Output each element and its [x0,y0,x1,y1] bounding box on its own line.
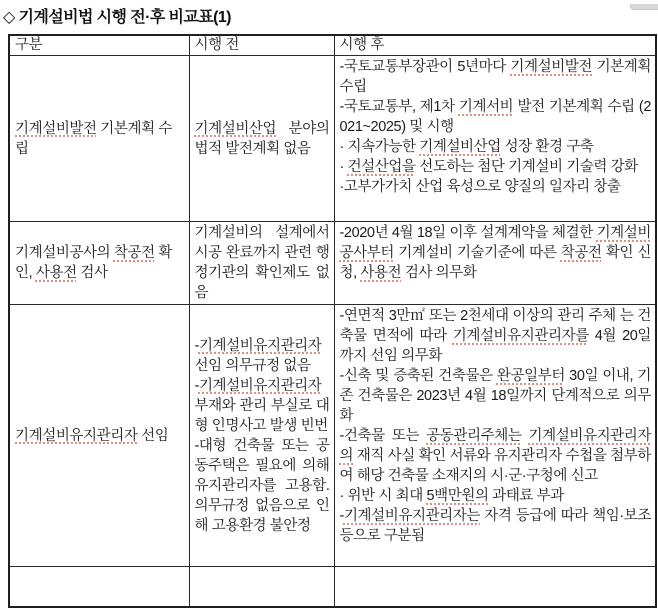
spellcheck-underlined-text: 기계설비발전 [510,59,593,75]
paragraph [15,119,185,159]
spellcheck-underlined-text: 기계설비유지관리자 [15,427,138,444]
paragraph [340,306,652,366]
text-segment: 확인, [15,245,172,281]
page-title: ◇ 기계설비법 시행 전·후 비교표(1) [3,9,231,26]
text-segment: 30일 이내, 기존 건축물은 2023년 4월 18일까지 단계적으로 의무화 [339,368,651,424]
text-segment: 부재와 관리 부실로 대형 인명사고 발생 빈번 [194,397,330,434]
text-segment: 발전 기본계획 수립 (2021~2025) 및 시행 [339,99,651,135]
paragraph [195,376,330,436]
text-segment: - [339,508,344,524]
text-segment: · 지속가능한 [339,139,420,155]
spellcheck-underlined-text: 사용전 [35,265,77,281]
spellcheck-underlined-text: 착공전 [113,245,155,261]
text-segment: · 위반 시 최대 [339,488,427,504]
text-segment: 분야의 법적 발전계획 없음 [194,120,330,157]
text-segment: 검사 의무화 [401,265,477,281]
text-segment: -대형 건축물 또는 공동주택은 필요에 의해 유지관리자를 고용함. 의무규정 없음으로 인해 고용환경 불안정 [194,437,330,534]
table-row [9,56,656,222]
text-segment: 성장 환경 구축 [500,139,594,155]
header-row [9,35,656,56]
spellcheck-underlined-text: 완공일부터 [496,368,565,384]
paragraph [340,486,652,506]
spellcheck-underlined-text: 사용전 [360,265,402,281]
text-segment: 선임 [137,427,169,444]
text-segment: -신축 및 증축된 건축물은 [339,368,497,384]
cell-before [189,567,334,607]
cell-gubun [9,567,189,607]
cell-gubun [9,222,189,305]
text-segment: 선도하는 첨단 기계설비 기술력 강화 [415,159,638,175]
table-row [9,305,656,567]
text-segment: · [339,159,348,175]
cell-after [334,56,656,222]
text-segment: 선임 의무규정 없음 [194,357,311,374]
cell-after [334,305,656,567]
paragraph [340,506,652,546]
text-segment: -2020년 4월 18일 이후 설계계약을 체결한 [339,225,597,241]
spellcheck-underlined-text: 기계설비공사부터 [339,225,651,261]
cell-before [189,222,334,305]
text-segment: 기계설비공사의 [15,245,114,261]
spellcheck-underlined-text: 기계설비유지관리자를 [452,328,589,344]
paragraph [195,223,330,303]
cell-after [334,567,656,607]
comparison-table [8,34,657,608]
cell-after [334,222,656,305]
text-segment: -국토교통부장관이 5년마다 [339,59,511,75]
table-body [9,56,656,607]
text-segment: 자격 등급에 따라 책임·보조 등으로 구분됨 [339,508,651,544]
text-segment: 확인 신청, [339,245,651,281]
column-header-before: 시행 전 [189,35,334,56]
text-segment [521,428,528,444]
spellcheck-underlined-text: 기계설비유지관리자 [198,337,322,354]
column-header-after: 시행 후 [334,35,656,56]
spellcheck-underlined-text: 착공전 [560,245,602,261]
text-segment: 검사 [76,265,108,281]
paragraph [195,336,330,376]
cell-before [189,305,334,567]
text-segment: 재직 사실 확인 서류와 유지관리자 수첩을 첨부하여 해당 건축물 소재지의 시·군·구청에 신고 [339,448,651,484]
spellcheck-underlined-text: 공동관리주체는 [426,428,522,444]
cell-gubun [9,305,189,567]
scrollbar-fragment [630,4,658,10]
text-segment: -연면적 3만㎡ 또는 2천세대 이상의 관리 주체 는 건축물 면적에 따라 [339,308,651,344]
text-segment: -건축물 또는 [339,428,427,444]
paragraph [340,57,652,97]
spellcheck-underlined-text: 기계서비 [458,99,514,115]
spellcheck-underlined-text: 기계설비산업 [419,139,501,155]
paragraph [340,137,652,157]
column-header-gubun: 구분 [9,35,189,56]
spellcheck-underlined-text: 기계설비유지관리자는 [343,508,481,524]
cell-before [189,56,334,222]
paragraph [340,223,652,283]
table-row [9,222,656,305]
paragraph [340,177,652,197]
paragraph [195,436,330,536]
text-segment: 4월 20일까지 선임 의무화 [339,328,652,364]
paragraph [15,426,185,446]
text-segment: 기계설비의 설계에서 시공 완료까지 관련 행정기관의 확인제도 없음 [194,225,330,301]
spellcheck-underlined-text: 기계설비유지관리자의 [339,428,651,464]
spellcheck-underlined-text: 5백만원의 [426,488,489,504]
paragraph [340,97,652,137]
text-segment: 기계설비 기술기준에 따른 [393,245,561,261]
text-segment: 과태료 부과 [488,488,564,504]
paragraph [340,426,652,486]
text-segment: 기본계획 수립 [15,120,172,157]
text-segment: - [194,337,199,354]
spellcheck-underlined-text: 기계설비산업 [194,120,277,137]
paragraph [340,157,652,177]
spellcheck-underlined-text: 기계설비유지관리자 [198,377,322,394]
spellcheck-underlined-text: 기계설비발전 [15,120,97,137]
spellcheck-underlined-text: 건설산업을 [347,159,416,175]
table-row-partial [9,567,656,607]
text-segment: 기본계획 수립 [339,59,652,95]
paragraph [195,119,330,159]
text-segment: ·고부가가치 산업 육성으로 양질의 일자리 창출 [339,179,621,195]
paragraph [15,243,185,283]
cell-gubun [9,56,189,222]
text-segment: -국토교통부, 제1차 [339,99,459,115]
text-segment: - [194,377,199,394]
paragraph [340,366,652,426]
